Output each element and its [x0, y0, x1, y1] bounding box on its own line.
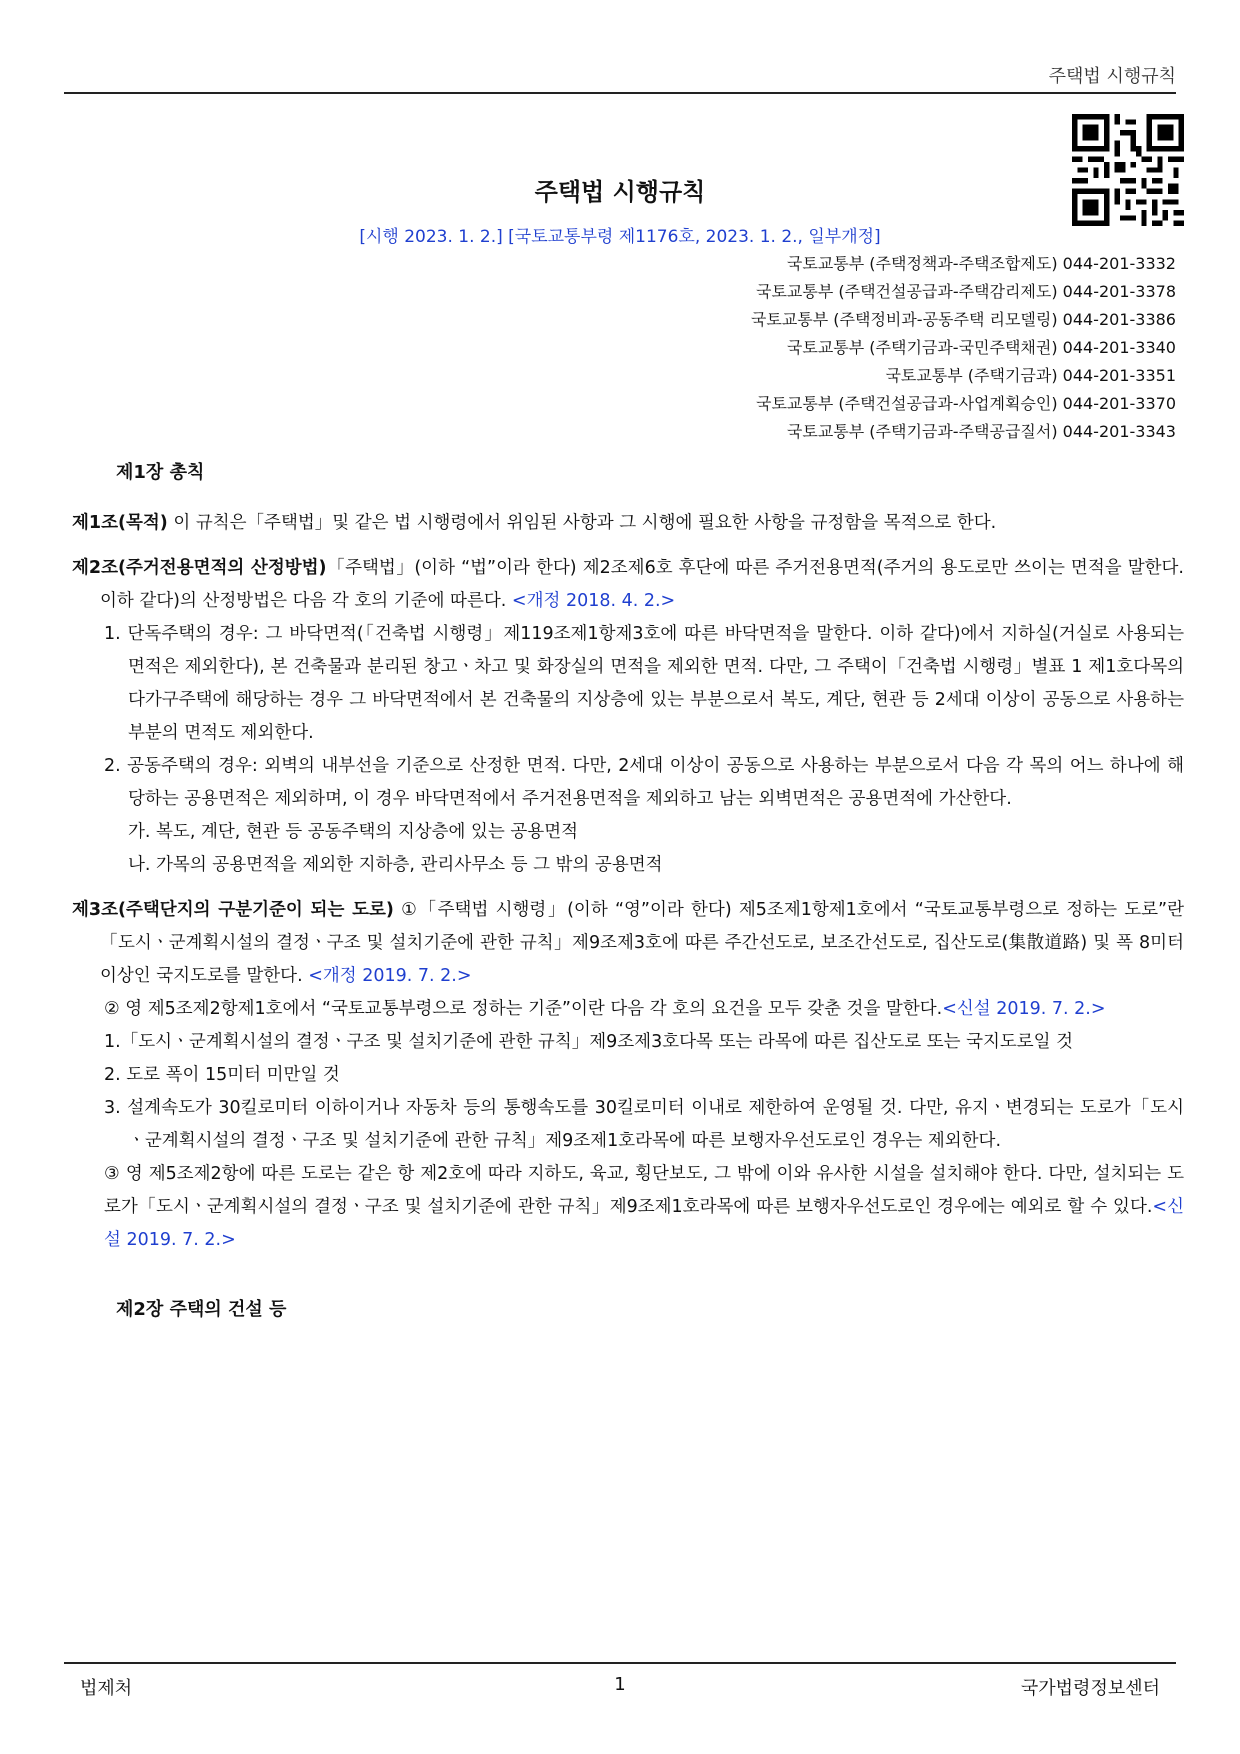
- contact-item: 국토교통부 (주택건설공급과-주택감리제도) 044-201-3378: [756, 282, 1176, 301]
- sub-item: 나. 가목의 공용면적을 제외한 지하층, 관리사무소 등 그 밖의 공용면적: [128, 855, 663, 875]
- article-text: 「주택법」(이하 “법”이라 한다) 제2조제6호 후단에 따른 주거전용면적(주거의 용도로만 쓰이는 면적을 말한다. 이하 같다)의 산정방법은 다음 각 호의 기준에 따른다.: [100, 558, 1184, 611]
- contact-item: 국토교통부 (주택기금과) 044-201-3351: [885, 366, 1176, 385]
- amendment-note: <신설 2019. 7. 2.>: [942, 999, 1106, 1019]
- amendment-note: <신설 2019. 7. 2.>: [104, 1197, 1184, 1250]
- list-item: 2. 도로 폭이 15미터 미만일 것: [104, 1065, 340, 1085]
- footer-rule: [64, 1662, 1176, 1664]
- page-number: 1: [614, 1674, 626, 1695]
- contact-item: 국토교통부 (주택기금과-국민주택채권) 044-201-3340: [786, 338, 1176, 357]
- paragraph: [72, 993, 1184, 1026]
- footer-source: 국가법령정보센터: [1020, 1678, 1160, 1699]
- article-heading: 제2조(주거전용면적의 산정방법): [72, 558, 327, 578]
- contact-item: 국토교통부 (주택건설공급과-사업계획승인) 044-201-3370: [756, 394, 1176, 413]
- list-item: 2. 공동주택의 경우: 외벽의 내부선을 기준으로 산정한 면적. 다만, 2세대 이상이 공동으로 사용하는 부분으로서 다음 각 목의 어느 하나에 해당하는 공용면적은 제외하며, 이 경우 바닥면적에서 주거전용면적을 제외하고 남는 외벽면적은 공용면적에 가산한다.: [104, 756, 1184, 809]
- qr-code-icon: [1072, 114, 1184, 226]
- chapter-heading: 제2장 주택의 건설 등: [116, 1299, 287, 1320]
- article-text: ①「주택법 시행령」(이하 “영”이라 한다) 제5조제1항제1호에서 “국토교통부령으로 정하는 도로”란「도시ㆍ군계획시설의 결정ㆍ구조 및 설치기준에 관한 규칙」제9조제3호에 따른 주간선도로, 보조간선도로, 집산도로(集散道路) 및 폭 8미터 이상인 국지도로를 말한다.: [100, 900, 1184, 986]
- contact-item: 국토교통부 (주택정책과-주택조합제도) 044-201-3332: [786, 254, 1176, 273]
- list-item: 3. 설계속도가 30킬로미터 이하이거나 자동차 등의 통행속도를 30킬로미터 이내로 제한하여 운영될 것. 다만, 유지ㆍ변경되는 도로가「도시ㆍ군계획시설의 결정ㆍ구조 및 설치기준에 관한 규칙」제9조제1호라목에 따른 보행자우선도로인 경우는 제외한다.: [104, 1098, 1184, 1151]
- contact-item: 국토교통부 (주택정비과-공동주택 리모델링) 044-201-3386: [750, 310, 1176, 329]
- contact-list: [751, 250, 1176, 446]
- article-heading: 제1조(목적): [72, 513, 168, 533]
- footer-publisher: 법제처: [80, 1678, 133, 1699]
- contact-item: 국토교통부 (주택기금과-주택공급질서) 044-201-3343: [786, 422, 1176, 441]
- paragraph-text: ③ 영 제5조제2항에 따른 도로는 같은 항 제2호에 따라 지하도, 육교, 횡단보도, 그 밖에 이와 유사한 시설을 설치해야 한다. 다만, 설치되는 도로가「도시ㆍ군계획시설의 결정ㆍ구조 및 설치기준에 관한 규칙」제9조제1호라목에 따른 보행자우선도로인 경우에는 예외로 할 수 있다.: [104, 1164, 1184, 1217]
- paragraph: [72, 1158, 1184, 1257]
- document-body: [72, 456, 1184, 1326]
- amendment-note: <개정 2019. 7. 2.>: [308, 966, 472, 986]
- sub-item: 가. 복도, 계단, 현관 등 공동주택의 지상층에 있는 공용면적: [128, 822, 579, 842]
- article-1: [72, 507, 1184, 540]
- list-item: 1. 단독주택의 경우: 그 바닥면적(「건축법 시행령」제119조제1항제3호에 따른 바닥면적을 말한다. 이하 같다)에서 지하실(거실로 사용되는 면적은 제외한다), 본 건축물과 분리된 창고ㆍ차고 및 화장실의 면적을 제외한 면적. 다만, 그 주택이「건축법 시행령」별표 1 제1호다목의 다가구주택에 해당하는 경우 그 바닥면적에서 본 건축물의 지상층에 있는 부분으로서 복도, 계단, 현관 등 2세대 이상이 공동으로 사용하는 부분의 면적도 제외한다.: [104, 624, 1184, 743]
- article-heading: 제3조(주택단지의 구분기준이 되는 도로): [72, 900, 394, 920]
- article-3: [72, 894, 1184, 993]
- running-header: 주택법 시행규칙: [1048, 66, 1176, 87]
- enforcement-info: [시행 2023. 1. 2.] [국토교통부령 제1176호, 2023. 1. 2., 일부개정]: [359, 227, 881, 247]
- header-rule: [64, 92, 1176, 94]
- list-item: 1.「도시ㆍ군계획시설의 결정ㆍ구조 및 설치기준에 관한 규칙」제9조제3호다목 또는 라목에 따른 집산도로 또는 국지도로일 것: [104, 1032, 1074, 1052]
- paragraph-text: ② 영 제5조제2항제1호에서 “국토교통부령으로 정하는 기준”이란 다음 각 호의 요건을 모두 갖춘 것을 말한다.: [104, 999, 943, 1019]
- chapter-heading: 제1장 총칙: [116, 462, 205, 483]
- article-text: 이 규칙은「주택법」및 같은 법 시행령에서 위임된 사항과 그 시행에 필요한 사항을 규정함을 목적으로 한다.: [167, 513, 997, 533]
- article-2: [72, 552, 1184, 618]
- document-title: 주택법 시행규칙: [534, 178, 706, 206]
- amendment-note: <개정 2018. 4. 2.>: [511, 591, 676, 611]
